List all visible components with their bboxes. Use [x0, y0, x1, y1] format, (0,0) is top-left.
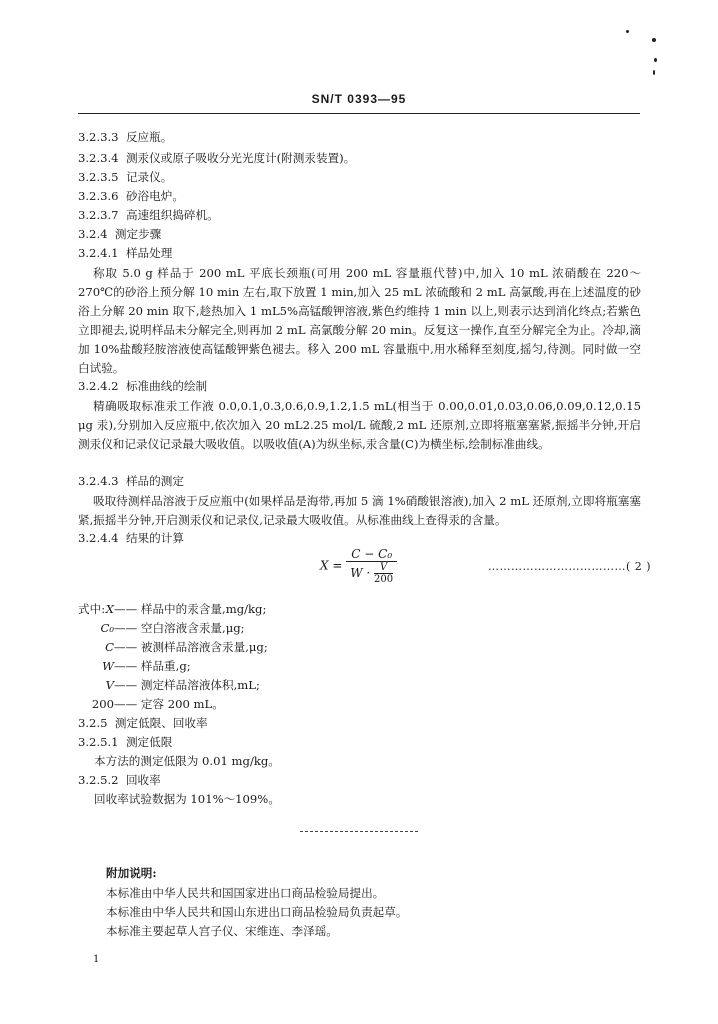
where-row: [74, 639, 268, 655]
item-number: 3.2.4.3: [78, 474, 119, 488]
formula-fraction: [346, 547, 397, 585]
section-title: 结果的计算: [125, 531, 184, 545]
header-rule: [78, 113, 640, 114]
item-number: 3.2.4.2: [78, 379, 119, 393]
where-symbol: W: [102, 659, 114, 673]
section-title: 测定步骤: [114, 227, 162, 241]
item-number: 3.2.5.2: [78, 773, 119, 787]
page-mark: 1: [93, 954, 100, 965]
section-3243: [78, 474, 184, 488]
scan-speck: [654, 58, 657, 62]
standard-code-header: SN/T 0393—95: [311, 92, 407, 106]
volume-fraction: [374, 562, 393, 585]
section-3242: [78, 379, 207, 393]
where-symbol: 200: [91, 697, 114, 711]
item-number: 3.2.3.3: [78, 130, 119, 144]
section-3251: [78, 735, 172, 749]
determination-paragraph: 吸取待测样品溶液于反应瓶中(如果样品是海带,再加 5 滴 1%硝酸银溶液),加入 2 mL 还原剂,立即将瓶塞塞紧,振摇半分钟,开启测汞仪和记录仪,记录最大吸收值。从标准曲线上查得汞的含量。: [78, 494, 641, 527]
item-text: 高速组织捣碎机。: [125, 208, 219, 222]
formula-weight: W ·: [350, 566, 371, 580]
where-label: 式中:: [78, 602, 106, 616]
section-3252: [78, 773, 161, 787]
where-symbol: X: [105, 602, 114, 616]
where-desc: —— 样品重,g;: [114, 659, 191, 673]
sample-treatment-paragraph: 称取 5.0 g 样品于 200 mL 平底长颈瓶(可用 200 mL 容量瓶代替)中,加入 10 mL 浓硝酸在 220～270℃的砂浴上预分解 10 min 左右,取下放置 1 min,加入 25 mL 浓硫酸和 2 mL 高氯酸,再在上述温度的砂浴上分解 20 min 取下,趁热加入 1 mL5%高锰酸钾溶液,紫色约维持 1 min 以上,则表示达到消化终点;若紫色立即褪去,说明样品未分解完全,则再加 2 mL 高氯酸分解 20 min。反复这一操作,直至分解完全为止。冷却,滴加 10%盐酸羟胺溶液使高锰酸钾紫色褪去。移入 200 mL 容量瓶中,用水稀释至刻度,摇匀,待测。同时做一空白试验。: [78, 266, 641, 375]
item-number: 3.2.5.1: [78, 735, 119, 749]
where-desc: —— 被测样品溶液含汞量,μg;: [114, 640, 268, 654]
formula-denominator: [346, 562, 397, 585]
section-3241: [78, 246, 172, 260]
section-title: 测定低限: [125, 735, 173, 749]
item-text: 测汞仪或原子吸收分光光度计(附测汞装置)。: [125, 151, 356, 165]
item-text: 砂浴电炉。: [125, 189, 184, 203]
item-3236: [78, 189, 184, 203]
appendix-line: 本标准主要起草人宫子仪、宋维连、李泽瑶。: [106, 924, 338, 938]
section-title: 样品处理: [125, 246, 173, 260]
where-row: [74, 658, 191, 674]
item-number: 3.2.4.4: [78, 531, 119, 545]
item-number: 3.2.3.4: [78, 151, 119, 165]
where-row: [74, 601, 266, 617]
where-row: [74, 677, 260, 693]
where-desc: —— 测定样品溶液体积,mL;: [114, 678, 260, 692]
formula-lhs: X =: [320, 558, 343, 573]
formula-numerator: C − C₀: [346, 547, 397, 562]
where-symbol: C₀: [100, 621, 114, 635]
end-rule: [300, 831, 418, 832]
section-325: [78, 716, 208, 730]
appendix-line: 本标准由中华人民共和国国家进出口商品检验局提出。: [106, 886, 385, 900]
where-row: [74, 696, 224, 712]
volume-denominator: 200: [374, 574, 394, 585]
item-text: 反应瓶。: [125, 130, 173, 144]
item-3235: [78, 170, 172, 184]
section-3244: [78, 531, 184, 545]
item-number: 3.2.5: [78, 716, 108, 730]
item-number: 3.2.4: [78, 227, 108, 241]
item-3233: [78, 130, 172, 144]
where-symbol: C: [105, 640, 114, 654]
scan-speck: [653, 70, 655, 75]
section-title: 标准曲线的绘制: [125, 379, 208, 393]
item-number: 3.2.4.1: [78, 246, 119, 260]
where-desc: —— 空白溶液含汞量,μg;: [114, 621, 245, 635]
where-symbol: V: [105, 678, 114, 692]
section-324: [78, 227, 161, 241]
item-number: 3.2.3.6: [78, 189, 119, 203]
section-title: 回收率: [125, 773, 161, 787]
volume-numerator: V: [374, 562, 393, 574]
where-row: [74, 620, 245, 636]
item-3234: [78, 151, 355, 165]
item-text: 记录仪。: [125, 170, 173, 184]
item-3237: [78, 208, 219, 222]
where-desc: —— 定容 200 mL。: [114, 697, 224, 711]
leader-dots: ………………………………: [488, 560, 626, 573]
item-number: 3.2.3.7: [78, 208, 119, 222]
section-title: 样品的测定: [125, 474, 184, 488]
recovery-text: 回收率试验数据为 101%～109%。: [94, 792, 280, 806]
where-desc: —— 样品中的汞含量,mg/kg;: [114, 602, 267, 616]
item-number: 3.2.3.5: [78, 170, 119, 184]
equation-number: [488, 560, 651, 573]
appendix-title: 附加说明:: [106, 866, 157, 880]
low-limit-text: 本方法的测定低限为 0.01 mg/kg。: [94, 754, 280, 768]
appendix-line: 本标准由中华人民共和国山东进出口商品检验局负责起草。: [106, 905, 408, 919]
result-formula: [320, 547, 397, 585]
section-title: 测定低限、回收率: [114, 716, 208, 730]
equation-label: ( 2 ): [626, 560, 652, 573]
calibration-paragraph: 精确吸取标准汞工作液 0.0,0.1,0.3,0.6,0.9,1.2,1.5 mL(相当于 0.00,0.01,0.03,0.06,0.09,0.12,0.15 μg 汞),分别加入反应瓶中,依次加入 20 mL2.25 mol/L 硫酸,2 mL 还原剂,立即将瓶塞塞紧,振摇半分钟,开启测汞仪和记录仪记录最大吸收值。以吸收值(A)为纵坐标,汞含量(C)为横坐标,绘制标准曲线。: [78, 399, 641, 451]
scan-speck: [626, 30, 629, 33]
scan-speck: [652, 38, 656, 42]
